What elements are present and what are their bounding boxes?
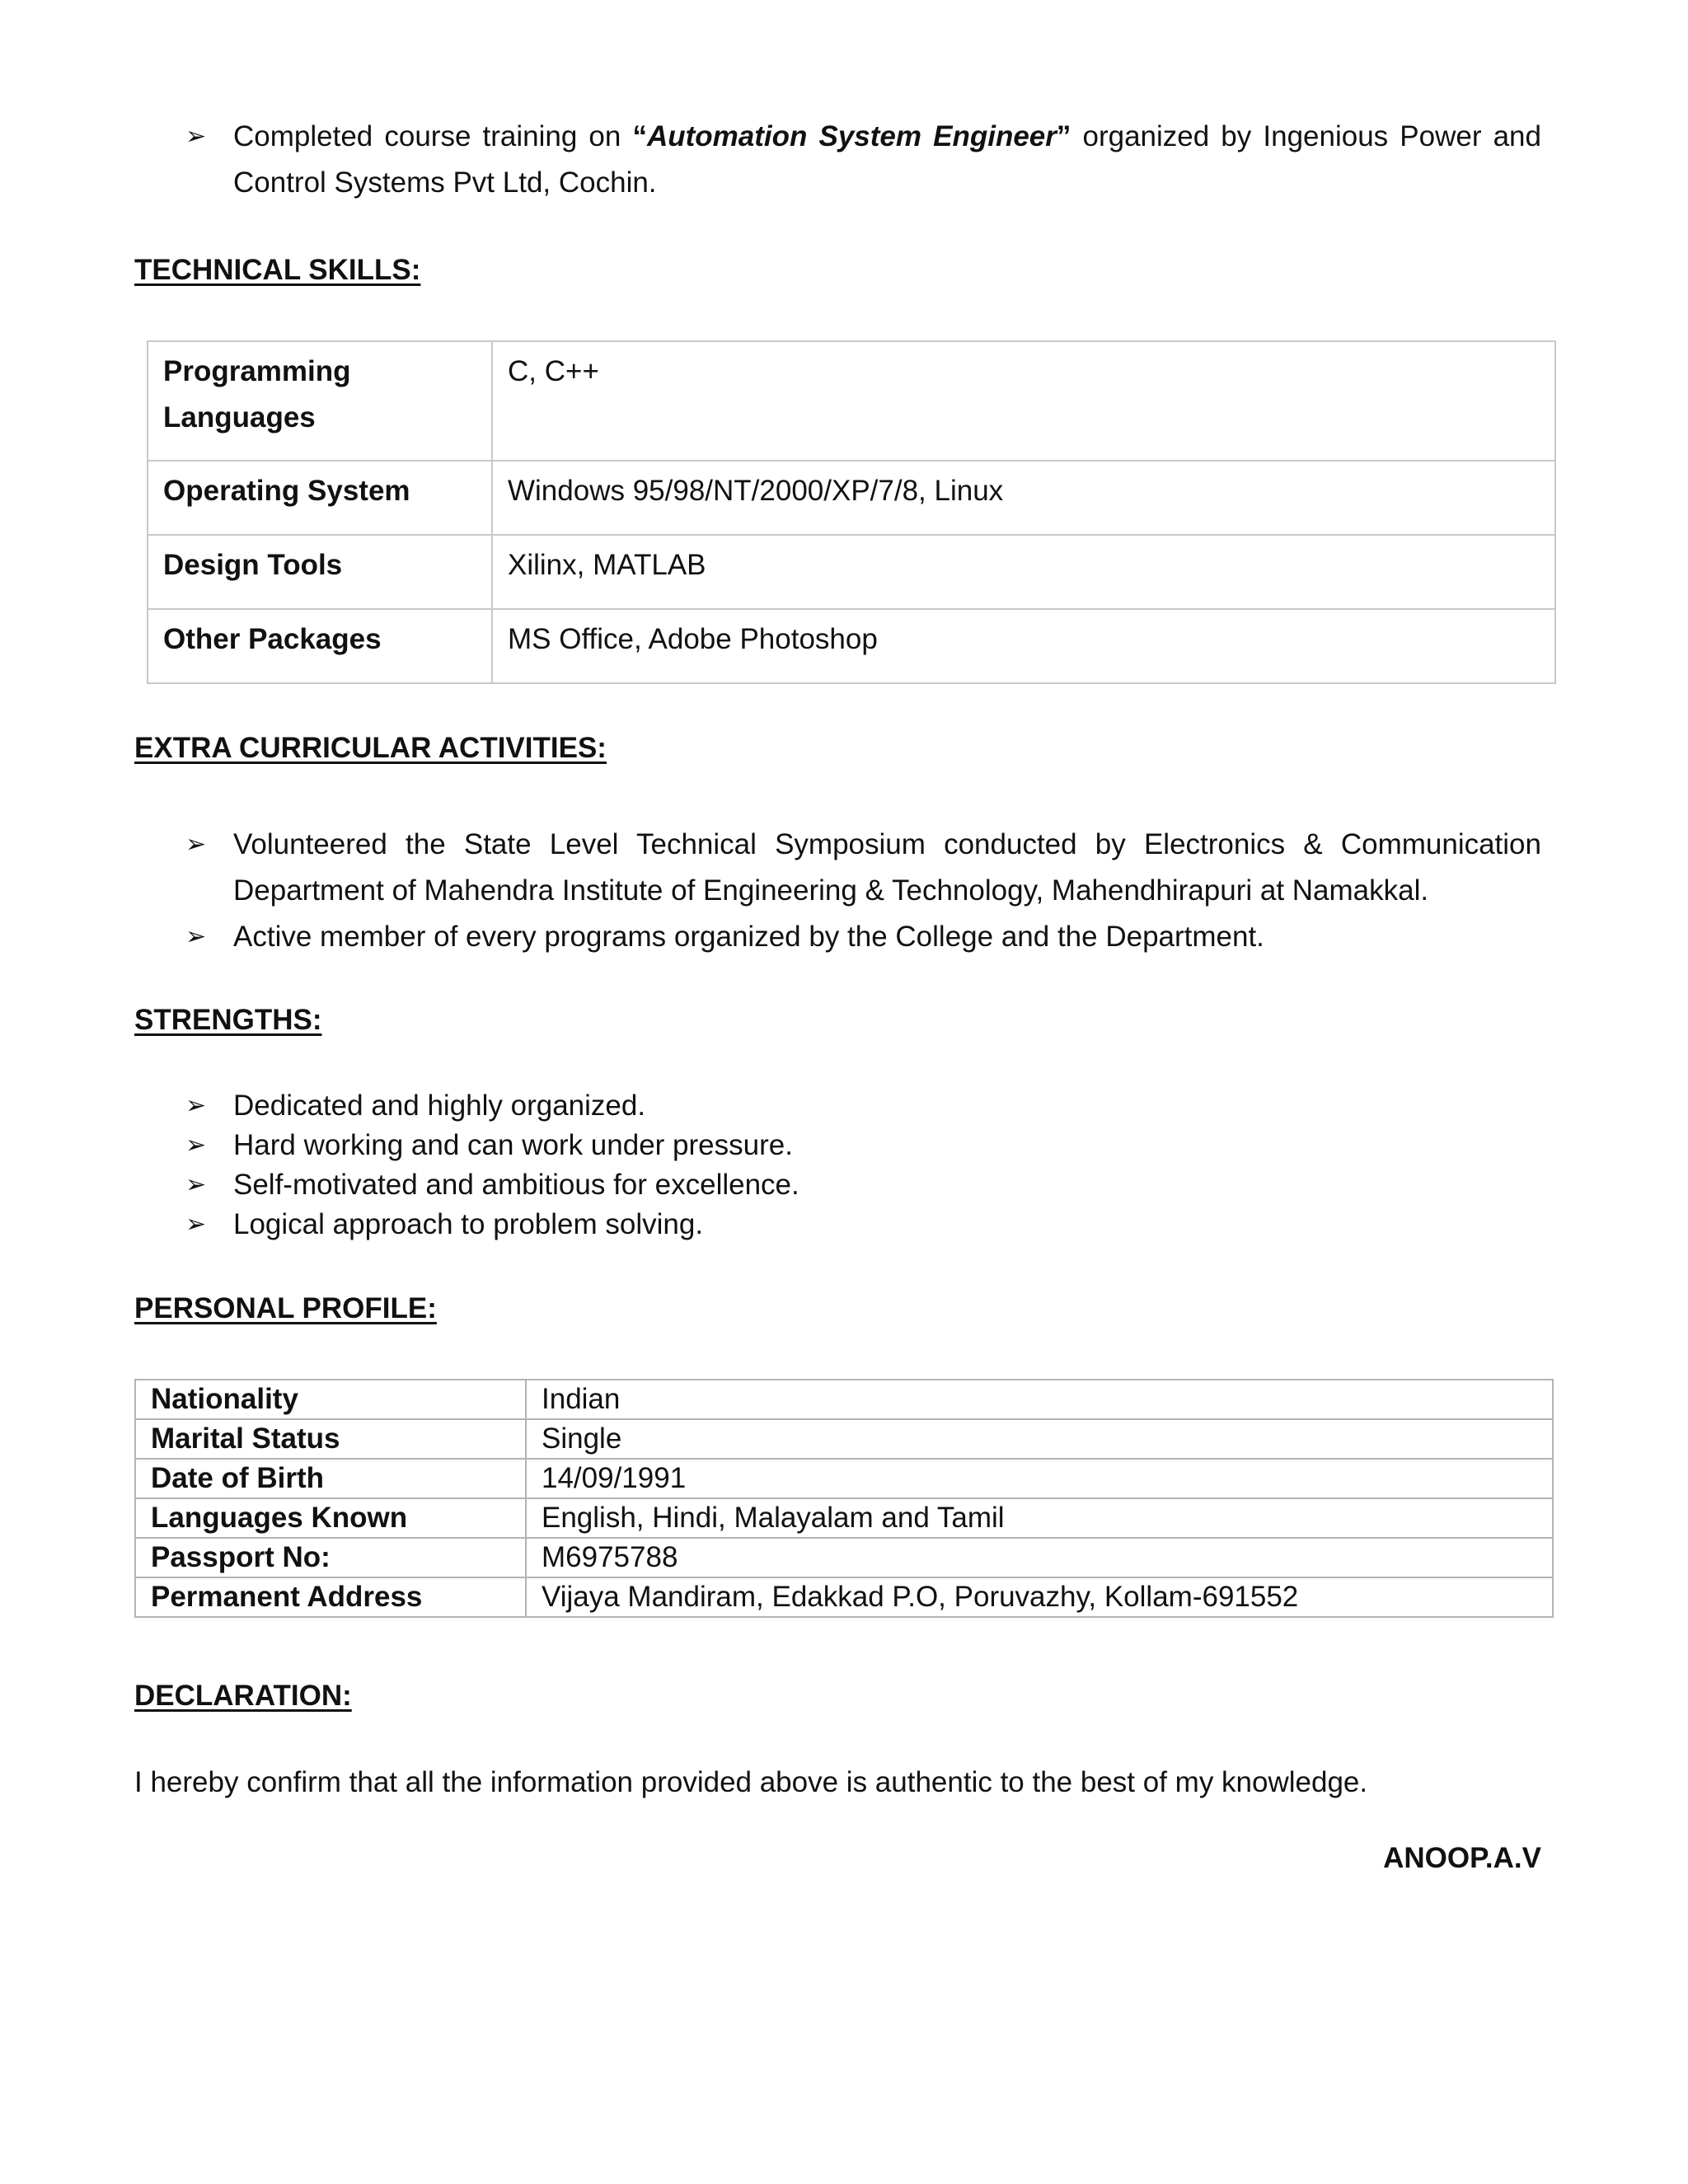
arrow-bullet-icon: ➢ [185,1131,207,1160]
skill-value: C, C++ [492,341,1555,461]
skill-key: Design Tools [148,535,492,609]
profile-value: Vijaya Mandiram, Edakkad P.O, Poruvazhy, Kollam-691552 [526,1577,1553,1617]
signature-name: ANOOP.A.V [1383,1842,1541,1874]
arrow-bullet-icon: ➢ [185,1170,207,1199]
table-row [135,1419,1553,1459]
profile-value: English, Hindi, Malayalam and Tamil [526,1498,1553,1538]
personal-profile-heading: PERSONAL PROFILE: [134,1292,437,1324]
skill-value: Xilinx, MATLAB [492,535,1555,609]
personal-profile-table [134,1379,1554,1618]
course-name: Automation System Engineer [646,120,1057,152]
profile-value: Single [526,1419,1553,1459]
table-row [148,609,1555,683]
skill-value: MS Office, Adobe Photoshop [492,609,1555,683]
skill-value: Windows 95/98/NT/2000/XP/7/8, Linux [492,461,1555,535]
profile-key: Date of Birth [135,1459,526,1498]
table-row [135,1380,1553,1419]
resume-page: ➢ Completed course training on “Automation System Engineer” organized by Ingenious Power and Control Systems Pvt Ltd, Cochin. TECHNICAL SKILLS: Programming Languages C, C++ Operating System Windows 95/98/NT/2000/XP/7/8, Linux Design Tools Xilinx, MATLAB Other Packages MS Office, Adobe Photoshop EXTRA CURRICULAR ACTIVITIES: ➢ Volunteered the State Level Technical Symposium conducted by Electronics & Communication Department of Mahendra Institute of Engineering & Technology, Mahendhirapuri at Namakkal. ➢ Active member of every programs organized by the College and the Department. STRENGTHS: ➢ Dedicated and highly organized. ➢ Hard working and can work under pressure. ➢ Self-motivated and ambitious for excellence. ➢ Logical approach to problem solving. PERSONAL PROFILE: Nationality Indian Marital Status Single Date of Birth 14/09/1991 Languages Known English, Hindi, Malayalam and Tamil Passport No: M6975788 Permanent Address Vijaya Mandiram, Edakkad P.O, Poruvazhy, Kollam-691552 DECLARATION: I hereby confirm that all the information provided above is authentic to the best of my knowledge. ANOOP.A.V [0,0,1688,2184]
technical-skills-table [147,340,1556,684]
declaration-heading: DECLARATION: [134,1680,352,1712]
profile-key: Passport No: [135,1538,526,1577]
table-row [135,1459,1553,1498]
profile-key: Nationality [135,1380,526,1419]
technical-skills-heading: TECHNICAL SKILLS: [134,254,421,286]
table-row [135,1498,1553,1538]
skill-key: Operating System [148,461,492,535]
profile-value: Indian [526,1380,1553,1419]
profile-value: M6975788 [526,1538,1553,1577]
table-row [135,1538,1553,1577]
skill-key: Programming Languages [148,341,492,461]
arrow-bullet-icon: ➢ [185,122,207,151]
arrow-bullet-icon: ➢ [185,1091,207,1120]
profile-key: Marital Status [135,1419,526,1459]
profile-key: Languages Known [135,1498,526,1538]
skill-key: Other Packages [148,609,492,683]
table-row [148,461,1555,535]
profile-key: Permanent Address [135,1577,526,1617]
arrow-bullet-icon: ➢ [185,922,207,951]
strengths-heading: STRENGTHS: [134,1004,322,1036]
table-row [148,535,1555,609]
extra-curricular-heading: EXTRA CURRICULAR ACTIVITIES: [134,732,607,764]
arrow-bullet-icon: ➢ [185,830,207,859]
table-row [148,341,1555,461]
declaration-text: I hereby confirm that all the information provided above is authentic to the best of my knowledge. [134,1766,1368,1798]
arrow-bullet-icon: ➢ [185,1210,207,1239]
table-row [135,1577,1553,1617]
profile-value: 14/09/1991 [526,1459,1553,1498]
training-text: Completed course training on “Automation System Engineer” organized by Ingenious Power and Control Systems Pvt Ltd, Cochin. [233,120,1541,199]
